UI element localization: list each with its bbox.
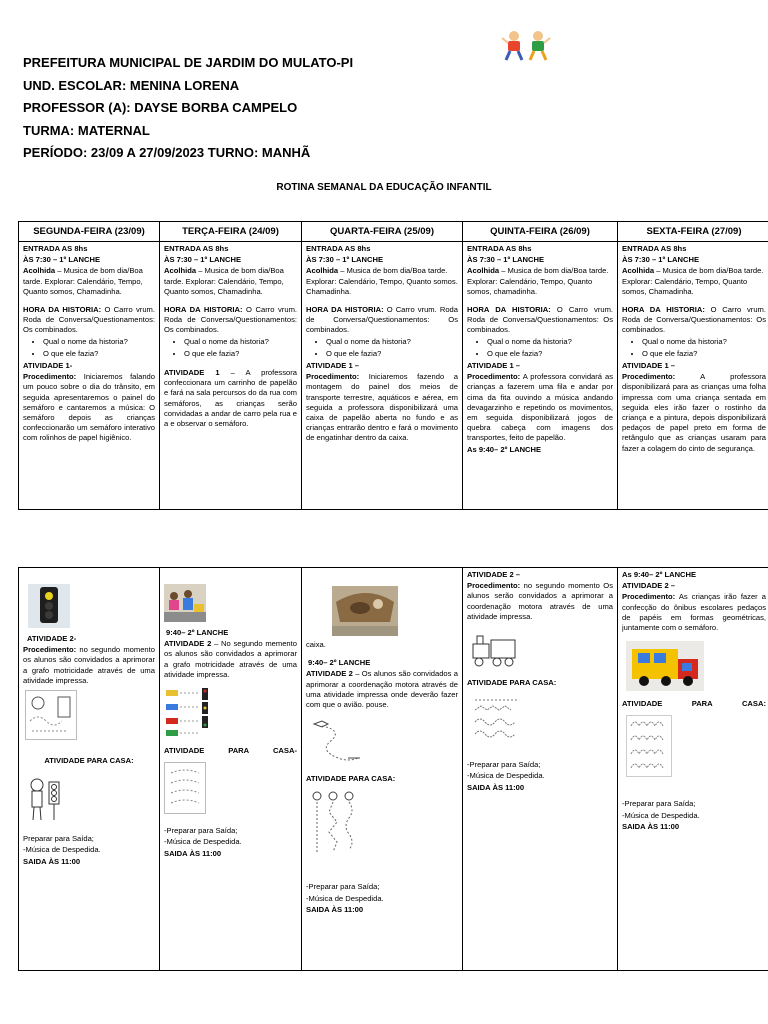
atividade2-label: ATIVIDADE 2 – [467, 570, 521, 579]
school-header [23, 52, 353, 165]
acolhida-text: – Musica de bom dia/Boa tarde. Explorar: Calendário, Tempo, Quanto somos. Chamadinha. [306, 266, 458, 296]
train-worksheet-image [469, 630, 521, 672]
day-heading-tuesday: TERÇA-FEIRA (24/09) [160, 222, 302, 242]
entrada-text: ENTRADA AS 8hs [467, 244, 532, 253]
atividade1-paragraph [467, 372, 613, 443]
procedimento-label: Procedimento: [467, 581, 521, 591]
atividade1-text: A professora disponibilizará para as crianças uma folha impressa com uma criança sentada em seguida eles irão fazer o rostinho da criança e a pintura, depois disponibilizará pedaços de papel preto em forma de retângulo que as crianças usaram para fazer a colagem do cinto de segurança. [622, 372, 766, 453]
casa-word-1: ATIVIDADE [164, 746, 205, 756]
acolhida-paragraph [23, 266, 155, 297]
procedimento-label: Procedimento: [23, 372, 77, 382]
atividade2-label: ATIVIDADE 2 – [622, 581, 676, 591]
atividade1-label: ATIVIDADE 1- [23, 361, 73, 371]
procedimento-label: Procedimento: [622, 372, 676, 382]
homework-wavy-lines-image [471, 694, 521, 742]
question-item: • O que ele fazia? [326, 349, 458, 359]
historia-text: O Carro vrum. Roda de Conversa/Questionamentos: Os combinados. [467, 305, 613, 335]
question-item: • Qual o nome da historia? [326, 337, 458, 347]
saida-prep-text: -Preparar para Saída; [622, 799, 696, 809]
day-heading-wednesday: QUARTA-FEIRA (25/09) [302, 222, 463, 242]
atividade2-paragraph [306, 669, 458, 710]
atividade-para-casa-label: ATIVIDADE PARA CASA: [44, 756, 134, 766]
entrada-text: ENTRADA AS 8hs [306, 244, 371, 253]
day-heading-friday: SEXTA-FEIRA (27/09) [618, 222, 768, 242]
day-heading-thursday: QUINTA-FEIRA (26/09) [463, 222, 618, 242]
acolhida-text: – Musica de bom dia/Boa tarde. Explorar: Calendário, Tempo, Quanto somos, Chamadinha. [164, 266, 284, 296]
atividade-para-casa-label: ATIVIDADE PARA CASA: [306, 774, 396, 784]
atividade1-paragraph [306, 372, 458, 443]
historia-paragraph [622, 305, 766, 336]
procedimento-label: Procedimento: [23, 645, 77, 655]
entrada-text: ENTRADA AS 8hs [23, 244, 88, 253]
question-item: • Qual o nome da historia? [642, 337, 766, 347]
document-title: ROTINA SEMANAL DA EDUCAÇÃO INFANTIL [276, 182, 492, 193]
atividade1-label: ATIVIDADE 1 – [467, 361, 521, 371]
acolhida-text: – Musica de bom dia/Boa tarde. Explorar: Calendário, Tempo, Quanto somos, Chamadinha. [622, 266, 764, 296]
historia-text: O Carro vrum. Roda de Conversa/Questionamentos: Os combinados. [306, 305, 458, 335]
children-clipart [500, 28, 552, 62]
historia-text: O Carro vrum. Roda de Conversa/Questionamentos: Os combinados. [622, 305, 766, 335]
tuesday-cell-part1 [160, 242, 302, 510]
thursday-cell-part2 [463, 568, 618, 971]
atividade2-label: ATIVIDADE 2 [306, 669, 353, 679]
historia-text: O Carro vrum. Roda de Conversa/Questionamentos: Os combinados. [164, 305, 297, 335]
lanche2-text: As 9:40– 2º LANCHE [622, 570, 697, 579]
header-teacher: PROFESSOR (A): DAYSE BORBA CAMPELO [23, 100, 298, 115]
header-municipality: PREFEITURA MUNICIPAL DE JARDIM DO MULATO-PI [23, 55, 354, 70]
questions-list [622, 337, 766, 359]
procedimento-label: Procedimento: [622, 592, 676, 602]
lanche2-text: As 9:40– 2º LANCHE [467, 444, 542, 454]
lanche2-text: 9:40– 2º LANCHE [308, 658, 371, 668]
wednesday-cell-part2 [302, 568, 463, 971]
historia-label: HORA DA HISTORIA: [467, 305, 551, 315]
homework-worksheet-image [164, 762, 206, 814]
saida-prep-text: -Preparar para Saída; [306, 882, 380, 892]
historia-paragraph [467, 305, 613, 336]
saida-prep-text: -Preparar para Saída; [164, 826, 238, 836]
question-item: • Qual o nome da historia? [43, 337, 155, 347]
atividade1-paragraph [622, 372, 766, 454]
homework-tracing-image [308, 790, 358, 856]
saida-time-text: SAIDA ÀS 11:00 [622, 821, 680, 831]
tuesday-cell-part2 [160, 568, 302, 971]
atividade2-text: – Os alunos são convidados a aprimorar a coordenação motora através de uma atividade impressa onde deverão fazer com que o avião. pouse. [306, 669, 458, 710]
historia-label: HORA DA HISTORIA: [164, 305, 243, 315]
casa-word-3: CASA: [741, 699, 766, 709]
lanche1-text: ÀS 7:30 – 1º LANCHE [164, 255, 242, 265]
atividade2-text: no segundo momento Os alunos serão convidados a aprimorar a coordenação motora através de uma atividade impressa. [467, 581, 613, 621]
acolhida-paragraph [622, 266, 766, 297]
lanche1-text: ÀS 7:30 – 1º LANCHE [622, 255, 700, 265]
atividade1-label: ATIVIDADE 1 – [622, 361, 676, 371]
procedimento-label: Procedimento: [306, 372, 360, 382]
monday-cell-part2 [19, 568, 160, 971]
saida-music-text: -Música de Despedida. [164, 837, 242, 847]
friday-cell-part2 [618, 568, 768, 971]
acolhida-paragraph [164, 266, 297, 297]
question-item: • O que ele fazia? [43, 349, 155, 359]
monday-cell-part1 [19, 242, 160, 510]
airplane-worksheet-image [308, 714, 364, 766]
acolhida-paragraph [306, 266, 458, 297]
historia-label: HORA DA HISTORIA: [23, 305, 102, 315]
homework-traffic-light-image [25, 776, 65, 822]
caixa-word: caixa. [306, 640, 326, 649]
header-school: UND. ESCOLAR: MENINA LORENA [23, 77, 240, 93]
atividade2-paragraph [622, 592, 766, 633]
historia-paragraph [306, 305, 458, 336]
cardboard-box-photo [332, 586, 398, 636]
atividade2-paragraph [467, 581, 613, 622]
acolhida-paragraph [467, 266, 613, 297]
atividade2-text: – No segundo memento os alunos são convidados a aprimorar a grafo motricidade através de uma atividade impressa. [164, 639, 297, 679]
acolhida-text: – Musica de bom dia/Boa tarde. Explorar: Calendário, Tempo, Quanto somos, chamadinha. [467, 266, 609, 296]
atividade2-label: ATIVIDADE 2 [164, 639, 212, 649]
questions-list [306, 337, 458, 359]
atividade1-label: ATIVIDADE 1 – [306, 361, 360, 371]
historia-label: HORA DA HISTORIA: [306, 305, 384, 315]
question-item: • O que ele fazia? [184, 349, 297, 359]
lanche2-text: 9:40– 2º LANCHE [166, 628, 229, 637]
atividade-para-casa-label: ATIVIDADE PARA CASA: [467, 678, 557, 688]
saida-music-text: -Música de Despedida. [622, 810, 700, 820]
cars-worksheet-image [164, 686, 210, 738]
saida-music-text: -Música de Despedida. [467, 771, 545, 781]
lanche1-text: ÀS 7:30 – 1º LANCHE [306, 255, 384, 265]
atividade1-text: – A professora confeccionara um carrinho de papelão e fará na sala percursos do da rua com semáforos, as crianças serão convidadas a andar de carro pela rua e a e observar o semáforo. [164, 368, 297, 429]
entrada-text: ENTRADA AS 8hs [622, 244, 687, 253]
casa-word-2: PARA [228, 746, 250, 756]
questions-list [164, 337, 297, 359]
header-period: PERÍODO: 23/09 A 27/09/2023 TURNO: MANHÃ [23, 145, 311, 160]
casa-word-2: PARA [691, 699, 713, 709]
casa-word-3: CASA- [272, 746, 297, 756]
question-item: • O que ele fazia? [487, 349, 613, 359]
header-class: TURMA: MATERNAL [23, 122, 150, 138]
saida-time-text: SAIDA ÀS 11:00 [164, 848, 222, 858]
friday-cell-part1 [618, 242, 768, 510]
atividade-para-casa-label [622, 699, 766, 709]
saida-time-text: SAIDA ÀS 11:00 [306, 904, 364, 914]
atividade1-text: Iniciaremos fazendo a montagem do painel dos meios de transporte terrestre, aquáticos e aérea, em seguida a professora disponibilizará uma caixa de papelão aberta no fundo e as crianças entrarão dentro e fará o movimento de engatinhar dentro da caixa. [306, 372, 458, 443]
saida-music-text: -Música de Despedida. [23, 845, 101, 855]
day-heading-monday: SEGUNDA-FEIRA (23/09) [19, 222, 160, 242]
atividade2-label: ATIVIDADE 2- [27, 634, 77, 643]
homework-loops-image [626, 715, 672, 777]
acolhida-label: Acolhida [306, 266, 339, 276]
wednesday-cell-part1 [302, 242, 463, 510]
atividade1-paragraph [164, 368, 297, 429]
children-cars-photo [164, 584, 206, 622]
saida-music-text: -Música de Despedida. [306, 893, 384, 903]
lanche1-text: ÀS 7:30 – 1º LANCHE [467, 255, 545, 265]
acolhida-label: Acolhida [467, 266, 500, 276]
procedimento-label: Procedimento: [467, 372, 521, 382]
weekly-routine-table-part1 [18, 221, 768, 510]
atividade2-paragraph [23, 645, 155, 686]
historia-paragraph [23, 305, 155, 336]
question-item: • Qual o nome da historia? [184, 337, 297, 347]
grafomotor-worksheet-image [25, 690, 77, 740]
atividade1-text: Iniciaremos falando um pouco sobre o dia do trânsito, em seguida apresentaremos o painel do semáforo e cantaremos a música: O semáforo depois as crianças confeccionarão um semáforo interativo com rolinhos de papel higiênico. [23, 372, 155, 443]
thursday-cell-part1 [463, 242, 618, 510]
saida-prep-text: -Preparar para Saída; [467, 760, 541, 770]
atividade2-text: As crianças irão fazer a confecção do ônibus escolares pedaços de papéis em formas geométricas, juntamente com o semáforo. [622, 592, 766, 633]
atividade1-paragraph [23, 372, 155, 443]
saida-time-text: SAIDA ÀS 11:00 [467, 782, 525, 792]
historia-paragraph [164, 305, 297, 336]
question-item: • Qual o nome da historia? [487, 337, 613, 347]
saida-time-text: SAIDA ÀS 11:00 [23, 856, 81, 866]
atividade-para-casa-label [164, 746, 297, 756]
lanche1-text: ÀS 7:30 – 1º LANCHE [23, 255, 101, 265]
questions-list [467, 337, 613, 359]
questions-list [23, 337, 155, 359]
atividade1-text: A professora convidará as crianças a fazerem uma fila e andar por cima da fita ouvindo a música andando devagarzinho e repetindo os movimentos, em seguida disponibilizará jogos de quebra cabeça com imagens dos transportes, feito de papelão. [467, 372, 613, 443]
historia-text: O Carro vrum. Roda de Conversa/Questionamentos: Os combinados. [23, 305, 155, 335]
historia-label: HORA DA HISTORIA: [622, 305, 705, 315]
atividade1-label: ATIVIDADE 1 [164, 368, 220, 378]
acolhida-label: Acolhida [164, 266, 197, 276]
saida-prep-text: Preparar para Saída; [23, 834, 94, 844]
acolhida-text: – Musica de bom dia/Boa tarde. Explorar: Calendário, Tempo, Quanto somos, Chamadinha. [23, 266, 143, 296]
weekly-routine-table-part2 [18, 567, 768, 971]
question-item: • O que ele fazia? [642, 349, 766, 359]
entrada-text: ENTRADA AS 8hs [164, 244, 229, 253]
atividade2-paragraph [164, 639, 297, 680]
atividade2-text: no segundo momento os alunos são convidados a aprimorar a grafo motricidade através de uma atividade impressa. [23, 645, 155, 685]
semaforo-photo [28, 584, 70, 628]
acolhida-label: Acolhida [622, 266, 655, 276]
casa-word-1: ATIVIDADE [622, 699, 663, 709]
acolhida-label: Acolhida [23, 266, 56, 276]
school-bus-collage-image [626, 641, 704, 691]
